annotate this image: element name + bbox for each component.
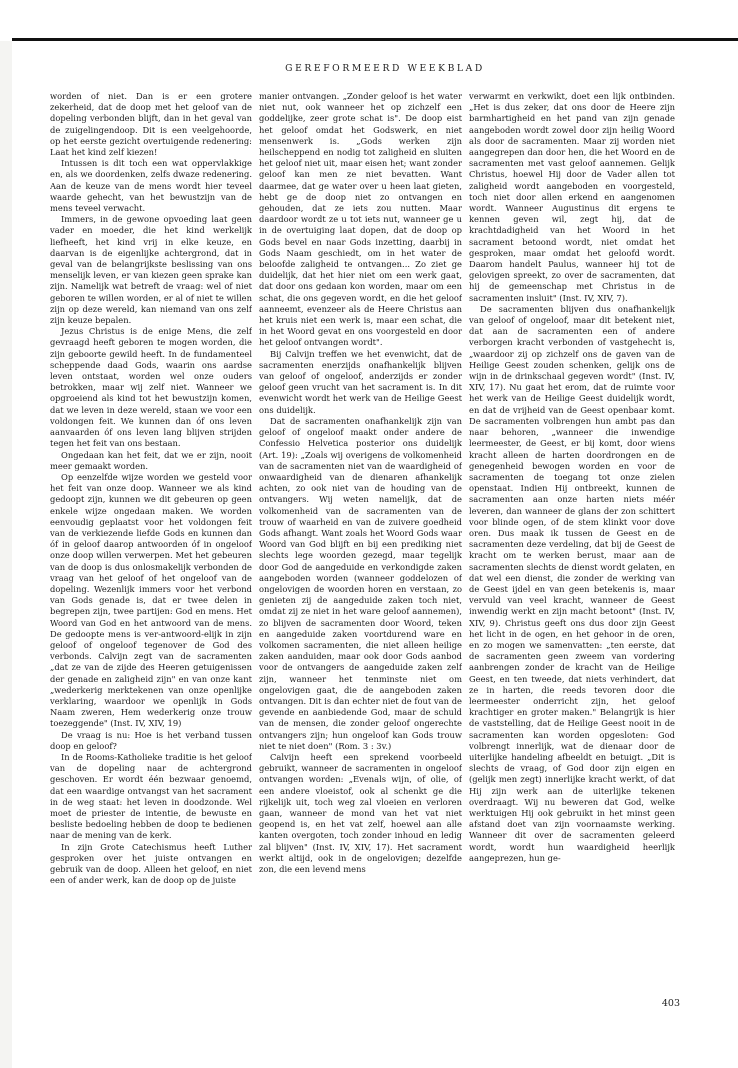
page-bottom-margin: [12, 1040, 738, 1068]
paragraph: verwarmt en verkwikt, doet een lijk ontbinden. „Het is dus zeker, dat ons door de Heere zijn barmhartigheid en het pand van zijn genade aangeboden wordt zowel door zijn heilig Woord als door de sacramenten. Maar zij worden niet aangegrepen dan door hen, die het Woord en de sacramenten met vast geloof aannemen. Gelijk Christus, hoewel Hij door de Vader allen tot zaligheid wordt aangeboden en voorgesteld, toch niet door allen erkend en aangenomen wordt. Wanneer Augustinus dit ergens te kennen geven wil, zegt hij, dat de krachtdadigheid van het Woord in het sacrament betoond wordt, niet omdat het gesproken, maar omdat het geloofd wordt. Daarom handelt Paulus, wanneer hij tot de gelovigen spreekt, zo over de sacramenten, dat hij de gemeenschap met Christus in de sacramenten insluit" (Inst. IV, XIV, 7).: [469, 91, 675, 303]
paragraph: Op eenzelfde wijze worden we gesteld voor het feit van onze doop. Wanneer we als kind gedoopt zijn, kunnen we dit gebeuren op geen enkele wijze ongedaan maken. We worden eenvoudig geplaatst voor het voldongen feit van de verkiezende liefde Gods en kunnen dan óf in geloof daarop antwoorden óf in ongeloof onze doop willen verwerpen. Met het gebeuren van de doop is dus onlosmakelijk verbonden de vraag van het geloof of het ongeloof van de dopeling. Wezenlijk immers voor het verbond van Gods genade is, dat er twee delen in begrepen zijn, twee partijen: God en mens. Het Woord van God en het antwoord van de mens. De gedoopte mens is ver-antwoord-elijk in zijn geloof of ongeloof tegenover de God des verbonds. Calvijn zegt van de sacramenten „dat ze van de zijde des Heeren getuigenissen der genade en zaligheid zijn" en van onze kant „wederkerig merktekenen van onze openlijke verklaring, waardoor we openlijk in Gods Naam zweren, Hem wederkerig onze trouw toezeggende" (Inst. IV, XIV, 19): [50, 471, 252, 729]
paragraph: Intussen is dit toch een wat oppervlakkige en, als we doordenken, zelfs dwaze redenering. Aan de keuze van de mens wordt hier teveel waarde gehecht, van het bewustzijn van de mens teveel verwacht.: [50, 158, 252, 214]
binding-edge: [0, 41, 12, 1068]
paragraph: Dat de sacramenten onafhankelijk zijn van geloof of ongeloof maakt onder andere de Confessio Helvetica posterior ons duidelijk (Art. 19): „Zoals wij overigens de volkomenheid van de sacramenten niet van de waardigheid of onwaardigheid van de dienaren afhankelijk achten, zo ook niet van de houding van de ontvangers. Wij weten namelijk, dat de volkomenheid van de sacramenten van de trouw of waarheid en van de zuivere goedheid Gods afhangt. Want zoals het Woord Gods waar Woord van God blijft en bij een prediking niet slechts lege woorden gezegd, maar tegelijk door God de aangeduide en verkondigde zaken aangeboden worden (wanneer goddelozen of ongelovigen de woorden horen en verstaan, zo genieten zij de aangeduide zaken toch niet, omdat zij ze niet in het ware geloof aannemen), zo blijven de sacramenten door Woord, teken en aangeduide zaken voortdurend ware en volkomen sacramenten, die niet alleen heilige zaken aanduiden, maar ook door Gods aanbod voor de ontvangers de aangeduide zaken zelf zijn, wanneer het tenminste niet om ongelovigen gaat, die de aangeboden zaken ontvangen. Dit is dan echter niet de fout van de gevende en aanbiedende God, maar de schuld van de mensen, die zonder geloof ongerechte ontvangers zijn; hun ongeloof kan Gods trouw niet te niet doen" (Rom. 3 : 3v.): [259, 415, 462, 751]
paragraph: Ongedaan kan het feit, dat we er zijn, nooit meer gemaakt worden.: [50, 449, 252, 471]
text-column-2: [259, 91, 462, 1011]
paragraph: Immers, in de gewone opvoeding laat geen vader en moeder, die het kind werkelijk liefheeft, het kind vrij in elke keuze, en daarvan is de eigenlijke achtergrond, dat in geval van de belangrijkste beslissing van ons menselijk leven, er van kiezen geen sprake kan zijn. Namelijk wat betreft de vraag: wel of niet geboren te willen worden, er al of niet te willen zijn op deze wereld, kan niemand van ons zelf zijn keuze bepalen.: [50, 214, 252, 326]
page-number: 403: [661, 998, 680, 1009]
running-header: GEREFORMEERD WEEKBLAD: [285, 63, 485, 74]
paragraph: manier ontvangen. „Zonder geloof is het water niet nut, ook wanneer het op zichzelf een goddelijke, zeer grote schat is". De doop eist het geloof omdat het Godswerk, en niet mensenwerk is. „Gods werken zijn heilscheppend en nodig tot zaligheid en sluiten het geloof niet uit, maar eisen het; want zonder geloof kan men ze niet bevatten. Want daarmee, dat ge water over u heen laat gieten, hebt ge de doop niet zo ontvangen en gehouden, dat ze iets zou nutten. Maar daardoor wordt ze u tot iets nut, wanneer ge u in de overtuiging laat dopen, dat de doop op Gods bevel en naar Gods inzetting, daarbij in Gods Naam geschiedt, om in het water de beloofde zaligheid te ontvangen... Zo ziet ge duidelijk, dat het hier niet om een werk gaat, dat door ons gedaan kon worden, maar om een schat, die ons gegeven wordt, en die het geloof aanneemt, evenzeer als de Heere Christus aan het kruis niet een werk is, maar een schat, die in het Woord gevat en ons voorgesteld en door het geloof ontvangen wordt".: [259, 91, 462, 348]
text-column-1: [50, 91, 252, 1011]
text-column-3: [469, 91, 675, 1011]
paragraph: In zijn Grote Catechismus heeft Luther gesproken over het juiste ontvangen en gebruik van de doop. Alleen het geloof, en niet een of ander werk, kan de doop op de juiste: [50, 841, 252, 886]
paragraph: Jezus Christus is de enige Mens, die zelf gevraagd heeft geboren te mogen worden, die zijn geboorte gewild heeft. In de fundamenteel scheppende daad Gods, waarin ons aardse leven ontstaat, worden wel onze ouders betrokken, maar wij zelf niet. Wanneer we opgroeiend als kind tot het bewustzijn komen, dat we leven in deze wereld, staan we voor een voldongen feit. We kunnen dan óf ons leven aanvaarden óf ons leven lang blijven strijden tegen het feit van ons bestaan.: [50, 326, 252, 449]
paragraph: Bij Calvijn treffen we het evenwicht, dat de sacramenten enerzijds onafhankelijk blijven van geloof of ongeloof, anderzijds er zonder geloof geen vrucht van het sacrament is. In dit evenwicht wordt het werk van de Heilige Geest ons duidelijk.: [259, 348, 462, 415]
header-rule: [12, 38, 738, 41]
paragraph: De sacramenten blijven dus onafhankelijk van geloof of ongeloof, maar dit betekent niet, dat aan de sacramenten een of andere verborgen kracht verbonden of vastgehecht is, „waardoor zij op zichzelf ons de gaven van de Heilige Geest zouden schenken, gelijk ons de wijn in de drinkschaal gegeven wordt" (Inst. IV, XIV, 17). Nu gaat het erom, dat de ruimte voor het werk van de Heilige Geest duidelijk wordt, en dat de vrijheid van de Geest openbaar komt. De sacramenten volbrengen hun ambt pas dan naar behoren, „wanneer die inwendige leermeester, de Geest, er bij komt, door wiens kracht alleen de harten doordrongen en de genegenheid bewogen worden en voor de sacramenten de toegang tot onze zielen openstaat. Indien Hij ontbreekt, kunnen de sacramenten aan onze harten niets méér leveren, dan wanneer de glans der zon schittert voor blinde ogen, of de stem klinkt voor dove oren. Dus maak ik tussen de Geest en de sacramenten deze verdeling, dat bij de Geest de kracht om te werken berust, maar aan de sacramenten slechts de dienst wordt gelaten, en dat wel een dienst, die zonder de werking van de Geest ijdel en van geen betekenis is, maar vervuld van veel kracht, wanneer de Geest inwendig werkt en zijn macht betoont" (Inst. IV, XIV, 9). Christus geeft ons dus door zijn Geest het licht in de ogen, en het gehoor in de oren, en zo mogen we samenvatten: „ten eerste, dat de sacramenten geen zweem van vordering aanbrengen zonder de kracht van de Heilige Geest, en ten tweede, dat niets verhindert, dat ze in harten, die reeds tevoren door die leermeester onderricht zijn, het geloof krachtiger en groter maken." Belangrijk is hier de vaststelling, dat de Heilige Geest nooit in de sacramenten kan worden opgesloten: God volbrengt innerlijk, wat de dienaar door de uiterlijke handeling afbeeldt en betuigt. „Dit is slechts de vraag, of God door zijn eigen en (gelijk men zegt) innerlijke kracht werkt, of dat Hij zijn werk aan de uiterlijke tekenen overdraagt. Wij nu beweren dat God, welke werktuigen Hij ook gebruikt in het minst geen afstand doet van zijn voornaamste werking. Wanneer dit over de sacramenten geleerd wordt, wordt hun waardigheid heerlijk aangeprezen, hun ge-: [469, 303, 675, 863]
page-top-margin: [0, 0, 738, 38]
paragraph: Calvijn heeft een sprekend voorbeeld gebruikt, wanneer de sacramenten in ongeloof ontvangen worden: „Evenals wijn, of olie, of een andere vloeistof, ook al schenkt ge die rijkelijk uit, toch weg zal vloeien en verloren gaan, wanneer de mond van het vat niet geopend is, en het vat zelf, hoewel aan alle kanten overgoten, toch zonder inhoud en ledig zal blijven" (Inst. IV, XIV, 17). Het sacrament werkt altijd, ook in de ongelovigen; dezelfde zon, die een levend mens: [259, 751, 462, 875]
paragraph: worden of niet. Dan is er een grotere zekerheid, dat de doop met het geloof van de dopeling verbonden blijft, dan in het geval van de zuigelingendoop. Dit is een veelgehoorde, op het eerste gezicht overtuigende redenering: Laat het kind zelf kiezen!: [50, 91, 252, 158]
paragraph: In de Rooms-Katholieke traditie is het geloof van de dopeling naar de achtergrond geschoven. Er wordt één bezwaar genoemd, dat een waardige ontvangst van het sacrament in de weg staat: het leven in doodzonde. Wel moet de priester de intentie, de bewuste en besliste bedoeling hebben de doop te bedienen naar de mening van de kerk.: [50, 751, 252, 841]
paragraph: De vraag is nu: Hoe is het verband tussen doop en geloof?: [50, 729, 252, 751]
